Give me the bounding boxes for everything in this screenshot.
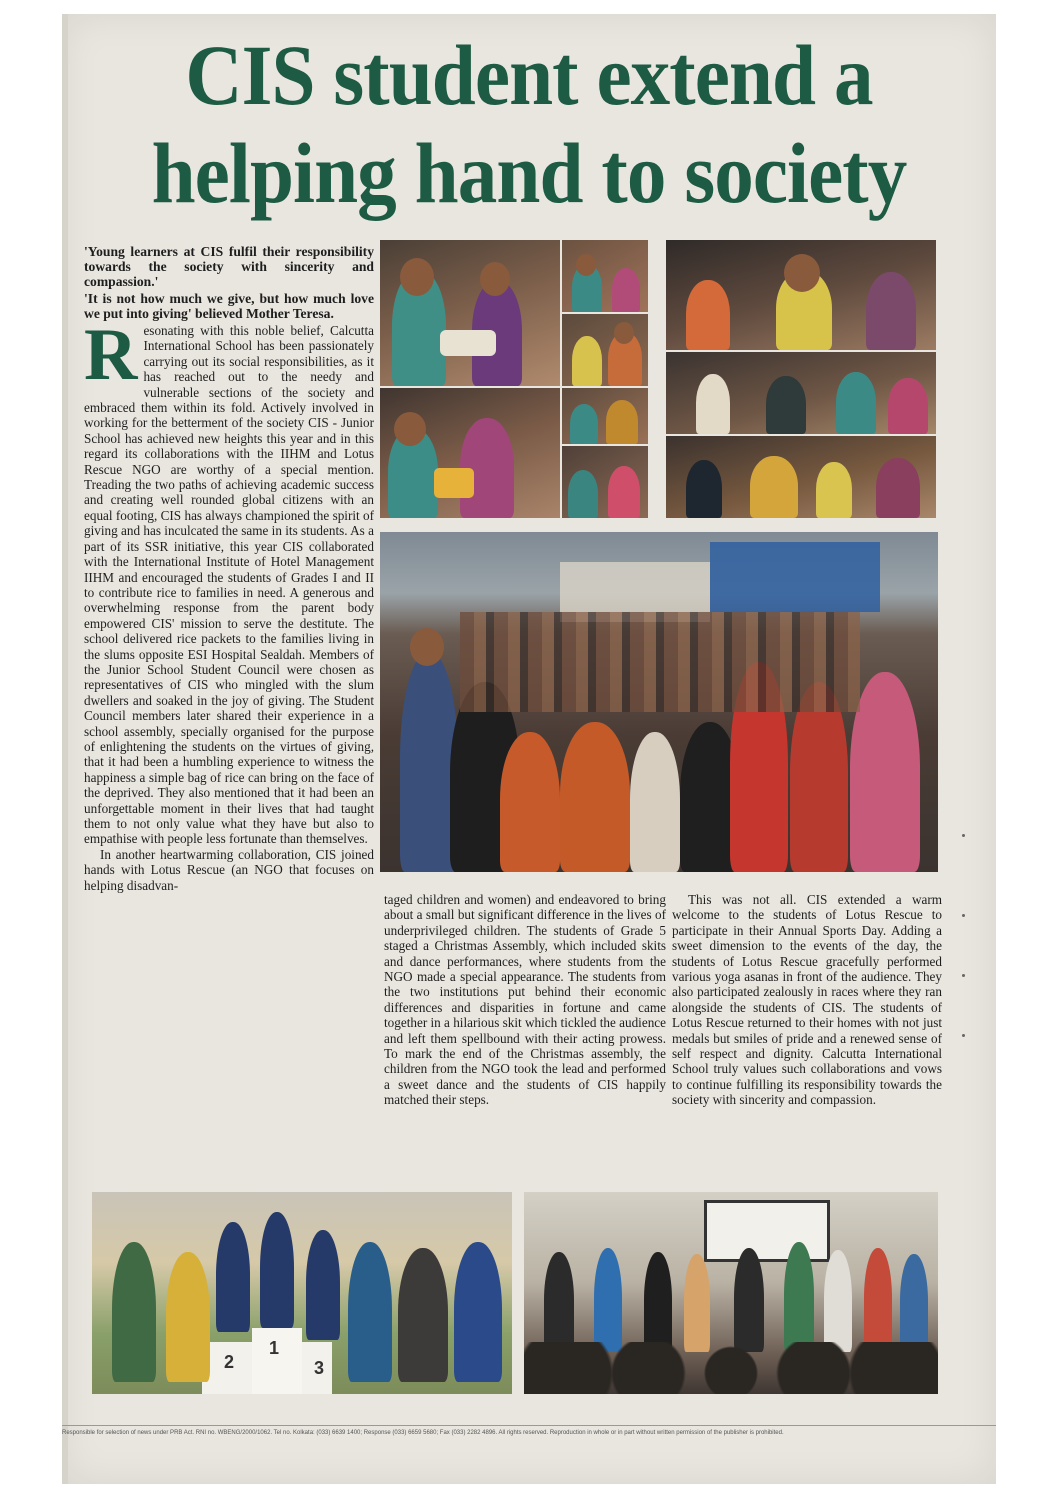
podium-number-2: 2	[224, 1352, 235, 1372]
lead-quote-2: 'It is not how much we give, but how much love we put into giving' believed Mother Teresa.	[84, 291, 374, 321]
photo-rice-distribution-6	[562, 446, 648, 518]
margin-mark	[962, 974, 965, 977]
photo-group-slum-visit	[380, 532, 938, 872]
photo-rice-distribution-3	[562, 314, 648, 386]
photo-rice-distribution-4	[380, 388, 560, 518]
lead-quote-1: 'Young learners at CIS fulfil their responsibility towards the society with sincerity and compassion.'	[84, 244, 374, 289]
photo-sports-day-podium	[92, 1192, 512, 1394]
podium-number-1: 1	[269, 1338, 280, 1358]
footer-imprint: Responsible for selection of news under PRB Act. RNI no. WBENG/2000/1062. Tel no. Kolkata: (033) 6639 1400; Response (033) 6659 5680; Fax (033) 2282 4896. All rights reserved. Reproduction in whole or in part without written permission of the publisher is prohibited.	[62, 1425, 996, 1440]
podium-number-3: 3	[314, 1358, 325, 1378]
article-column-2	[384, 892, 666, 1192]
headline	[99, 26, 958, 222]
column-3-text: This was not all. CIS extended a warm welcome to the students of Lotus Rescue to participate in their Annual Sports Day. Adding a sweet dimension to the events of the day, the students of Lotus Rescue gracefully performed various yoga asanas in front of the audience. They also participated zealously in races where they ran alongside the students of CIS. The students of Lotus Rescue returned to their homes with not just medals but smiles of pride and a renewed sense of self respect and dignity. Calcutta International School truly values such collaborations and vows to continue fulfilling its responsibility towards the society with sincerity and compassion.	[672, 892, 942, 1108]
margin-mark	[962, 834, 965, 837]
paragraph-1	[84, 314, 374, 847]
photo-rice-distribution-5	[562, 388, 648, 444]
page-edge	[62, 14, 68, 1484]
margin-mark	[962, 1034, 965, 1037]
headline-line-2: helping hand to society	[151, 125, 907, 221]
photo-rice-distribution-2	[562, 240, 648, 312]
drop-cap: R	[84, 314, 138, 396]
photo-rice-distribution-8	[666, 352, 936, 434]
headline-line-1: CIS student extend a	[185, 27, 873, 123]
photo-christmas-assembly	[524, 1192, 938, 1394]
photo-rice-distribution-7	[666, 240, 936, 350]
photo-rice-distribution-9	[666, 436, 936, 518]
paragraph-1-text: esonating with this noble belief, Calcutta International School has been passionately carrying out its social responsibilities, as it has reached out to the needy and vulnerable sections of the society and embraced them within its fold. Actively involved in working for the betterment of the society CIS - Junior School has achieved new heights this year and in this regard its collaborations with the IIHM and Lotus Rescue NGO are worthy of a special mention. Treading the two paths of achieving academic success and creating well rounded global citizens with an equal footing, CIS has always championed the spirit of giving and has inculcated the same in its students. As a part of its SSR initiative, this year CIS collaborated with the International Institute of Hotel Management IIHM and encouraged the students of Grades I and II to contribute rice to families in need. A generous and overwhelming response from the parent body empowered CIS' mission to serve the destitute. The school delivered rice packets to the families living in the slums opposite ESI Hospital Sealdah. Members of the Junior School Student Council were chosen as representatives of CIS who mingled with the slum dwellers and soaked in the joy of giving. The Student Council members later shared their experience in a school assembly, specially organised for the purpose of enlightening the students on the virtues of giving, that it had been a humbling experience to witness the happiness a simple bag of rice can bring on the face of the deprived. They also mentioned that it had been an unforgettable moment in their lives that had taught them to not only value what they have but also to empathise with people less fortunate than themselves.	[84, 323, 374, 847]
article-column-3	[672, 892, 942, 1192]
paragraph-2: In another heartwarming collaboration, CIS joined hands with Lotus Rescue (an NGO that focuses on helping disadvan-	[84, 846, 374, 893]
margin-mark	[962, 914, 965, 917]
photo-rice-distribution-1	[380, 240, 560, 386]
newspaper-page	[62, 14, 996, 1484]
column-2-text: taged children and women) and endeavored to bring about a small but significant difference in the lives of underprivileged children. The students of Grade 5 staged a Christmas Assembly, which included skits and dance performances, where students from the NGO made a special appearance. The students from the two institutions put behind their economic differences and disparities in fortune and came together in a hilarious skit which tickled the audience and left them spellbound with their acting prowess. To mark the end of the Christmas assembly, the children from the NGO took the lead and performed a sweet dance and the students of CIS happily matched their steps.	[384, 892, 666, 1108]
article-column-1	[84, 244, 374, 1184]
